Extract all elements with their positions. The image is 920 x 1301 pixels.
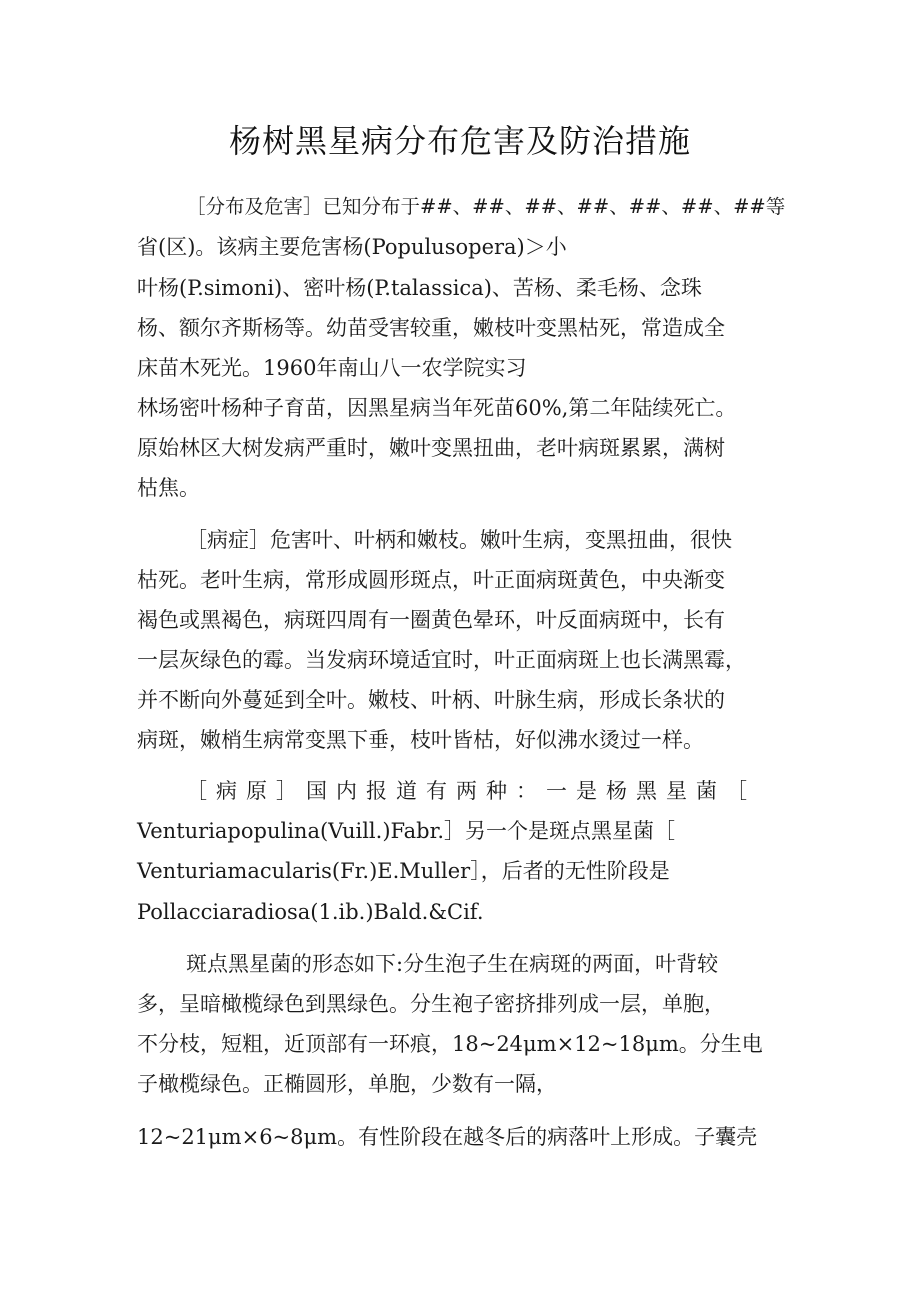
paragraph-line: Pollacciaradiosa(1.ib.)Bald.&Cif. — [137, 900, 484, 924]
paragraph-line: 褐色或黑褐色，病斑四周有一圈黄色晕环，叶反面病斑中，长有 — [137, 608, 725, 632]
paragraph-line: 斑点黑星菌的形态如下:分生泡子生在病斑的两面，叶背较 — [186, 952, 719, 976]
paragraph-line: 省(区)。该病主要危害杨(Populusopera)＞小 — [137, 235, 567, 259]
paragraph-line: 子橄榄绿色。正椭圆形，单胞，少数有一隔， — [137, 1072, 557, 1096]
page-title: 杨树黑星病分布危害及防治措施 — [228, 122, 691, 160]
paragraph-line: 多，呈暗橄榄绿色到黑绿色。分生袍子密挤排列成一层，单胞， — [137, 992, 725, 1016]
paragraph-line: 林场密叶杨种子育苗，因黑星病当年死苗60%,第二年陆续死亡。 — [137, 396, 737, 420]
paragraph-line: ［分布及危害］已知分布于##、##、##、##、##、##、##等 — [186, 195, 786, 218]
paragraph-line: 12~21μm×6~8μm。有性阶段在越冬后的病落叶上形成。子囊壳 — [137, 1125, 758, 1149]
paragraph-line: 床苗木死光。1960年南山八一农学院实习 — [137, 356, 527, 380]
paragraph-line: 原始林区大树发病严重时，嫩叶变黑扭曲，老叶病斑累累，满树 — [137, 436, 725, 460]
paragraph-line: 枯焦。 — [137, 476, 200, 500]
paragraph-line: 不分枝，短粗，近顶部有一环痕，18~24μm×12~18μm。分生电 — [137, 1032, 763, 1056]
paragraph-line: 病斑，嫩梢生病常变黑下垂，枝叶皆枯，好似沸水烫过一样。 — [137, 728, 704, 752]
paragraph-line: ［病症］危害叶、叶柄和嫩枝。嫩叶生病，变黑扭曲，很快 — [186, 528, 732, 552]
paragraph-line: Venturiapopulina(Vuill.)Fabr.］另一个是斑点黑星菌［ — [137, 819, 676, 843]
paragraph-line: 杨、额尔齐斯杨等。幼苗受害较重，嫩枝叶变黑枯死，常造成全 — [137, 316, 725, 340]
paragraph-line: 枯死。老叶生病，常形成圆形斑点，叶正面病斑黄色，中央渐变 — [137, 568, 725, 592]
paragraph-line: 叶杨(P.simoni)、密叶杨(P.talassica)、苦杨、柔毛杨、念珠 — [137, 276, 702, 300]
paragraph-line: Venturiamacularis(Fr.)E.Muller］，后者的无性阶段是 — [137, 859, 670, 883]
paragraph-line: ［病原］国内报道有两种：一是杨黑星菌［ — [186, 779, 756, 803]
paragraph-line: 一层灰绿色的霉。当发病环境适宜时，叶正面病斑上也长满黑霉， — [137, 648, 746, 672]
paragraph-line: 并不断向外蔓延到全叶。嫩枝、叶柄、叶脉生病，形成长条状的 — [137, 688, 725, 712]
